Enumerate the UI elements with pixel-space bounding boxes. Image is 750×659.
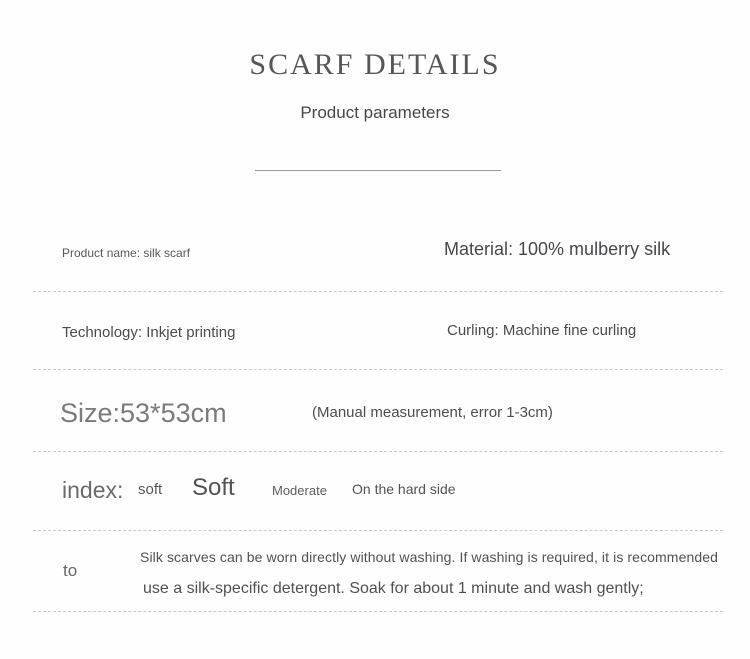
index-level-moderate: Moderate xyxy=(272,483,327,498)
washing-instructions-line2: use a silk-specific detergent. Soak for about 1 minute and wash gently; xyxy=(143,580,644,597)
title-underline xyxy=(255,170,501,171)
size-text: Size:53*53cm xyxy=(60,398,227,428)
curling-text: Curling: Machine fine curling xyxy=(447,322,637,339)
row-divider xyxy=(33,530,723,531)
washing-label: to xyxy=(63,561,78,580)
index-level-hard: On the hard side xyxy=(352,481,456,497)
size-note-text: (Manual measurement, error 1-3cm) xyxy=(312,404,553,421)
index-level-soft-small: soft xyxy=(138,481,163,498)
material-text: Material: 100% mulberry silk xyxy=(444,239,671,259)
row-divider xyxy=(33,291,723,292)
washing-instructions-line1: Silk scarves can be worn directly without washing. If washing is required, it is recommended xyxy=(140,549,719,565)
index-level-soft-selected: Soft xyxy=(192,474,235,501)
technology-text: Technology: Inkjet printing xyxy=(62,324,236,341)
product-name-text: Product name: silk scarf xyxy=(62,246,191,260)
page-title: SCARF DETAILS xyxy=(249,48,501,81)
index-label: index: xyxy=(62,477,124,503)
row-divider xyxy=(33,611,723,612)
page-subtitle: Product parameters xyxy=(300,103,450,122)
row-divider xyxy=(33,451,723,452)
row-divider xyxy=(33,369,723,370)
